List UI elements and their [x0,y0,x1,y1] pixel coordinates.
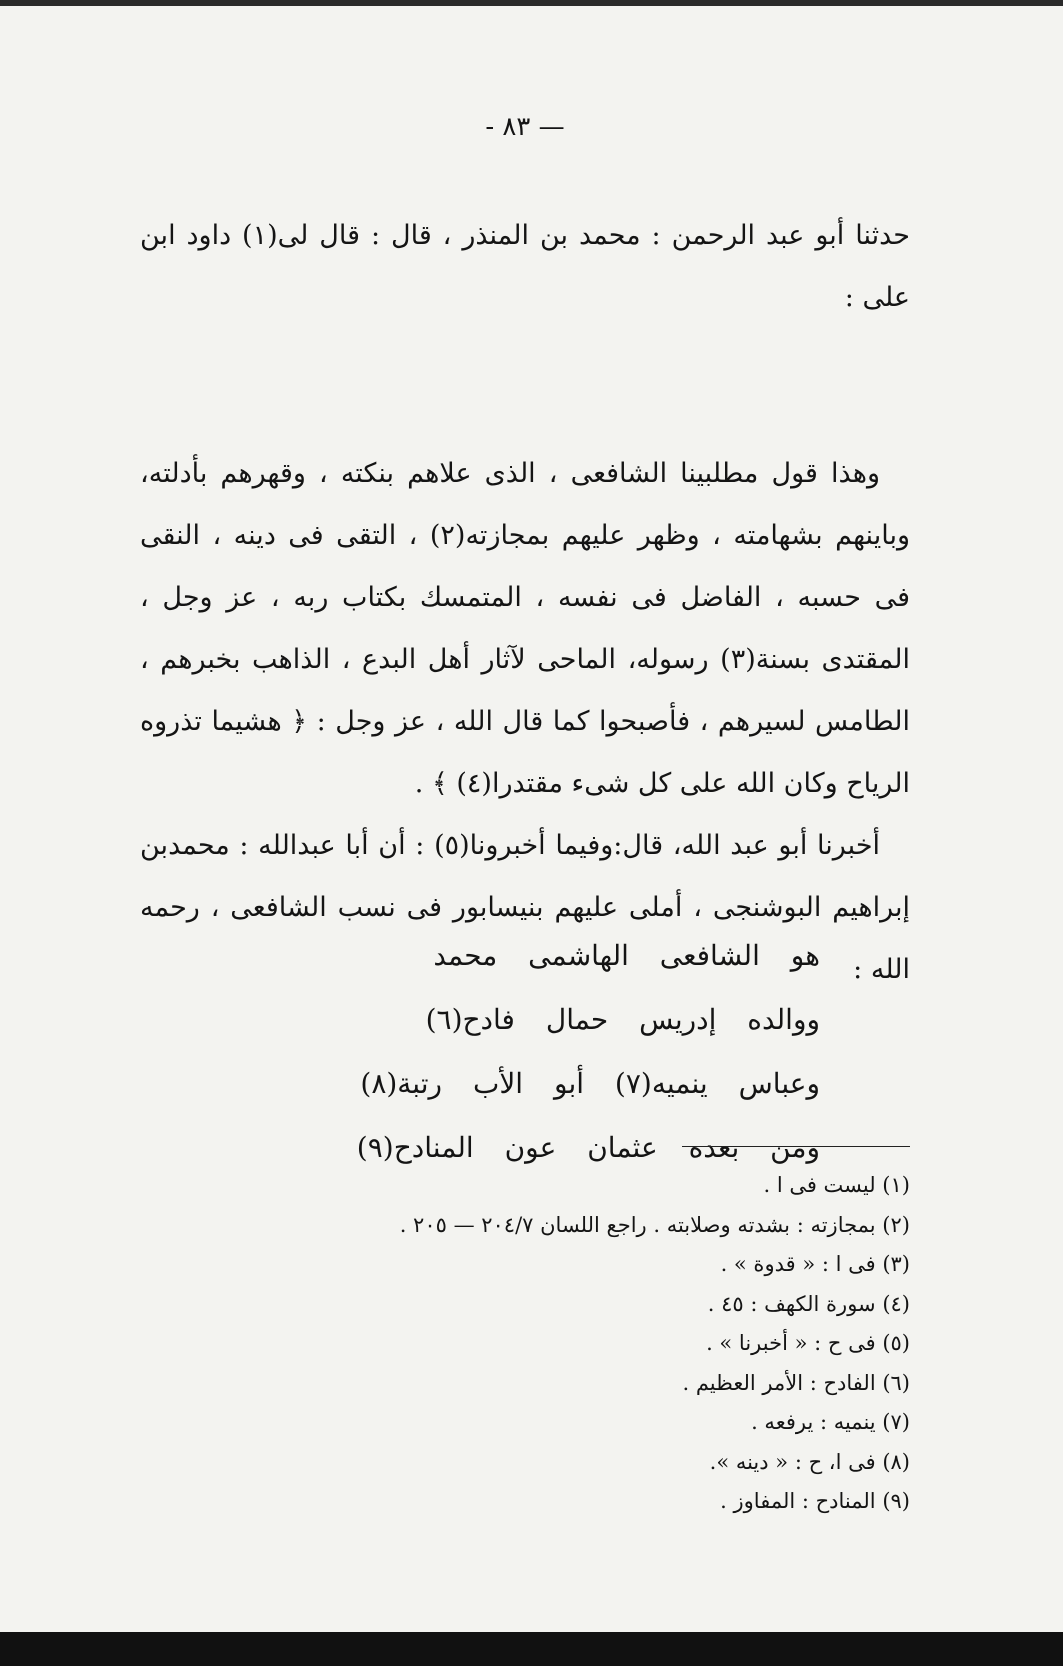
footnote-item: (٥) فى ح : « أخبرنا » . [706,1331,910,1355]
footnote-separator [682,1146,910,1147]
footnote-item: (٦) الفادح : الأمر العظيم . [682,1370,910,1395]
paragraph-chain-of-narration: حدثنا أبو عبد الرحمن : محمد بن المنذر ، قال : قال لى(١) داود ابن على : [140,220,910,313]
footnotes-list [140,1166,910,1522]
poem-verse: وعباس ينميه(٧) أبو الأب رتبة(٨) [360,1067,820,1100]
footnote-item: (٧) ينميه : يرفعه . [751,1410,910,1434]
top-page-edge [0,0,1063,6]
paragraph-praise-of-shafii: وهذا قول مطلبينا الشافعى ، الذى علاهم بنكته ، وقهرهم بأدلته، وباينهم بشهامته ، وظهر عليهم بمجازته(٢) ، التقى فى دينه ، النقى فى حسبه ، الفاضل فى نفسه ، المتمسك بكتاب ربه ، عز وجل ، المقتدى بسنة(٣) رسوله، الماحى لآثار أهل البدع ، الذاهب بخبرهم ، الطامس لسيرهم ، فأصبحوا كما قال الله ، عز وجل : ﴿ هشيما تذروه الرياح وكان الله على كل شىء مقتدرا(٤) ﴾ . [140,458,910,799]
footnote-item: (١) ليست فى ا . [763,1173,910,1197]
page-number: — ٨٣ - [485,112,565,142]
footnote-item: (٢) بمجازته : بشدته وصلابته . راجع اللسان ٢٠٤/٧ — ٢٠٥ . [399,1212,910,1237]
poem-lineage [140,924,910,1180]
book-page [140,100,910,1620]
footnote-item: (٩) المنادح : المفاوز . [720,1489,910,1513]
poem-verse: ووالده إدريس حمال فادح(٦) [425,1003,820,1036]
poem-verse: هو الشافعى الهاشمى محمد [433,939,820,972]
poem-verse: ومن بعده عثمان عون المنادح(٩) [356,1131,820,1164]
footnote-item: (٨) فى ا، ح : « دينه ». [709,1449,910,1474]
paragraph-lineage-intro: أخبرنا أبو عبد الله، قال:وفيما أخبرونا(٥) : أن أبا عبدالله : محمدبن إبراهيم البوشنجى ، أملى عليهم بنيسابور فى نسب الشافعى ، رحمه الله : [140,830,910,985]
footnote-item: (٤) سورة الكهف : ٤٥ . [707,1291,910,1316]
footnote-item: (٣) فى ا : « قدوة » . [720,1252,910,1276]
bottom-page-edge [0,1632,1063,1666]
